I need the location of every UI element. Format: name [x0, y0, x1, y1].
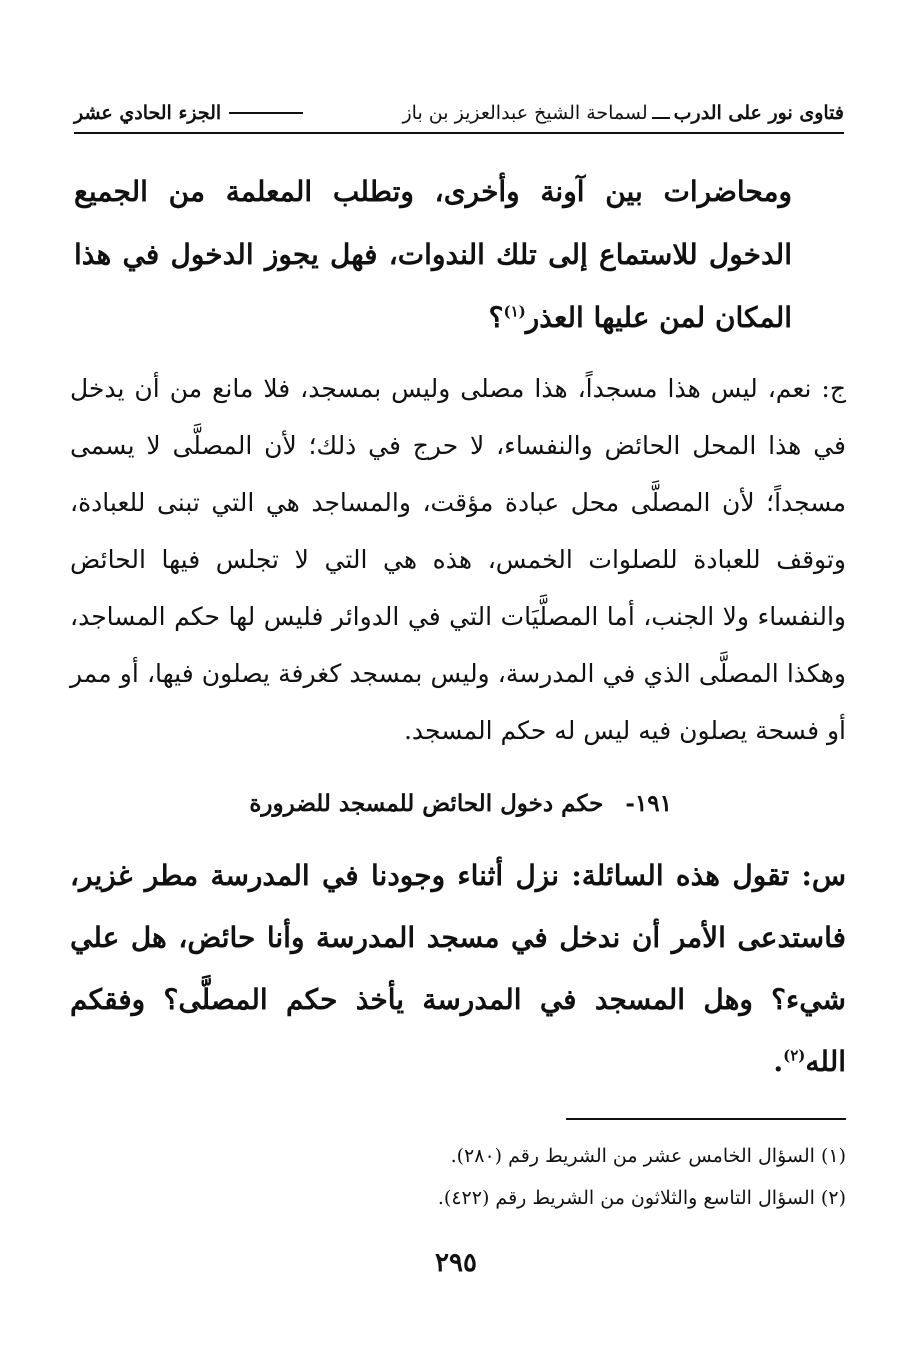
- question-2-end: .: [773, 1045, 784, 1078]
- author-line: لسماحة الشيخ عبدالعزيز بن باز: [402, 102, 648, 124]
- answer-paragraph: [70, 360, 846, 759]
- question-paragraph: [70, 845, 846, 1093]
- footnote-ref-1: (١): [503, 302, 526, 321]
- header-rule: [74, 132, 844, 134]
- answer-text: ج: نعم، ليس هذا مسجداً، هذا مصلى وليس بمسجد، فلا مانع من أن يدخل في هذا المحل الحائض والنفساء، لا حرج في ذلك؛ لأن المصلَّى لا يسمى مسجداً؛ لأن المصلَّى محل عبادة مؤقت، والمساجد هي التي تبنى للعبادة، وتوقف للعبادة للصلوات الخمس، هذه هي التي لا تجلس فيها الحائض والنفساء ولا الجنب، أما المصلَّيَات التي في الدوائر فليس لها حكم المساجد، وهكذا المصلَّى الذي في المدرسة، وليس بمسجد كغرفة يصلون فيها، أو ممر أو فسحة يصلون فيه ليس له حكم المسجد.: [70, 374, 846, 745]
- footnotes: [70, 1135, 846, 1219]
- series-title: فتاوى نور على الدرب: [673, 102, 844, 124]
- footnote-separator: [566, 1118, 846, 1120]
- question-continuation: [74, 160, 792, 349]
- footnote-ref-2: (٢): [783, 1046, 806, 1065]
- footnote-1: (١) السؤال الخامس عشر من الشريط رقم (٢٨٠).: [450, 1145, 846, 1167]
- header-dash-long: [229, 112, 303, 114]
- running-header: [74, 96, 844, 130]
- page-number: ٢٩٥: [435, 1248, 477, 1278]
- header-dash: [652, 117, 670, 119]
- section-title: حكم دخول الحائض للمسجد للضرورة: [249, 790, 604, 817]
- section-number: ١٩١-: [625, 790, 672, 817]
- header-right: [403, 102, 845, 124]
- question-2-text: س: تقول هذه السائلة: نزل أثناء وجودنا في المدرسة مطر غزير، فاستدعى الأمر أن ندخل في مسجد المدرسة وأنا حائض، هل علي شيء؟ وهل المسجد في المدرسة يأخذ حكم المصلَّى؟ وفقكم الله: [70, 859, 846, 1078]
- question-text: ومحاضرات بين آونة وأخرى، وتطلب المعلمة من الجميع الدخول للاستماع إلى تلك الندوات، فهل يجوز الدخول في هذا المكان لمن عليها العذر: [74, 175, 792, 334]
- footnote-2: (٢) السؤال التاسع والثلاثون من الشريط رقم (٤٢٢).: [437, 1187, 846, 1209]
- section-heading: [249, 790, 672, 817]
- header-left: [74, 102, 311, 124]
- volume-label: الجزء الحادي عشر: [74, 102, 222, 124]
- question-mark: ؟: [488, 301, 504, 334]
